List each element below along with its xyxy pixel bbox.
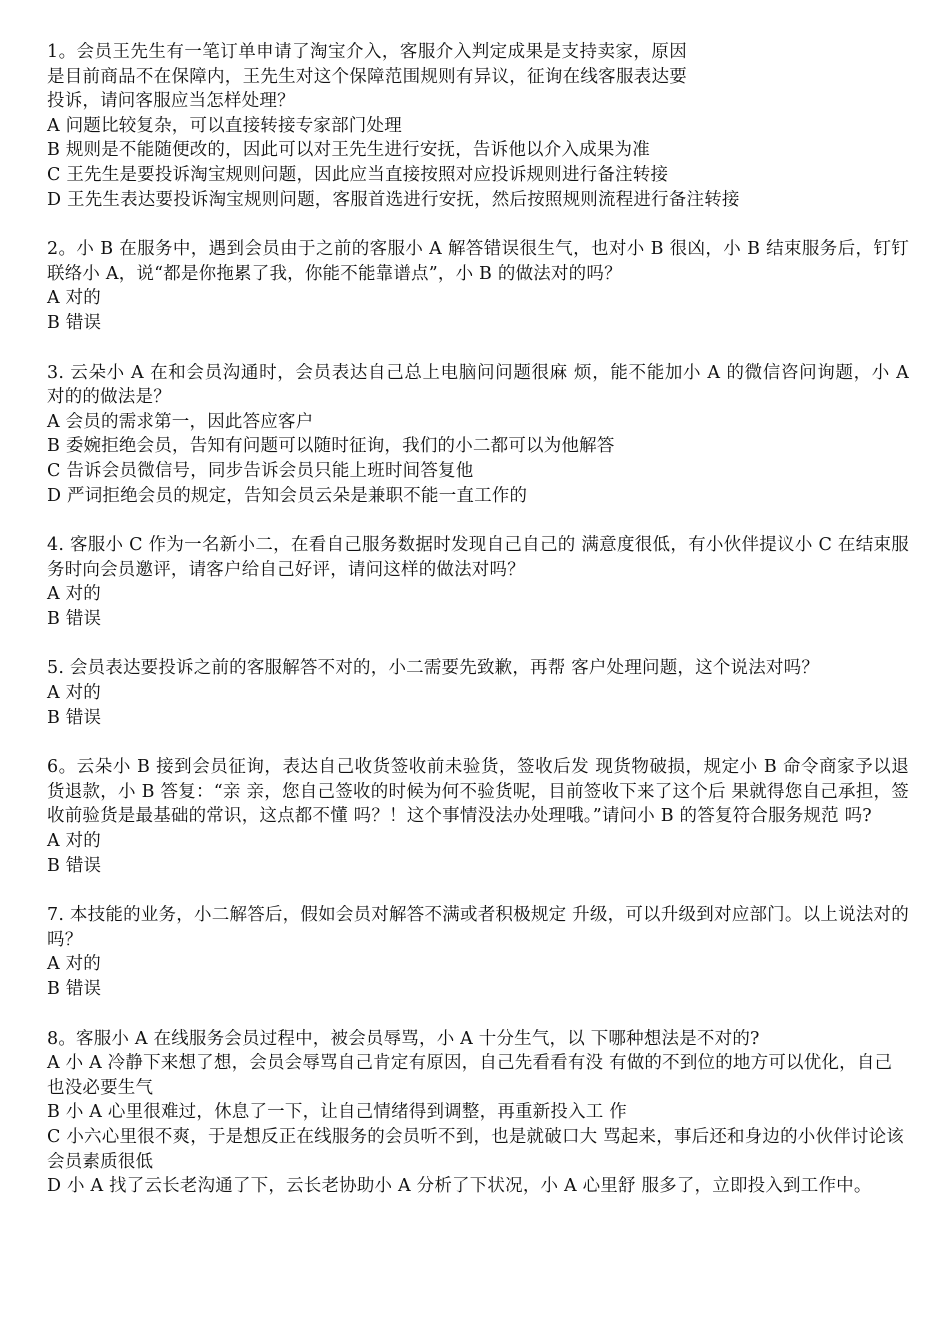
option-b: B 错误 [47, 707, 102, 728]
option-a: A 问题比较复杂，可以直接转接专家部门处理 [47, 115, 402, 136]
question-4 [47, 533, 909, 631]
question-7 [47, 903, 909, 1001]
option-c: C 王先生是要投诉淘宝规则问题，因此应当直接按照对应投诉规则进行备注转接 [47, 164, 669, 185]
question-6 [47, 755, 909, 878]
option-a: A 对的 [47, 683, 102, 704]
option-a: A 小 A 冷静下来想了想，会员会辱骂自己肯定有原因，自己先看看有没 有做的不到位的地方可以优化，自己也没必要生气 [47, 1053, 893, 1098]
option-b: B 小 A 心里很难过，休息了一下，让自己情绪得到调整，再重新投入工 作 [47, 1102, 627, 1123]
option-b: B 错误 [47, 855, 102, 876]
question-stem: 3. 云朵小 A 在和会员沟通时，会员表达自己总上电脑问问题很麻 烦，能不能加小 A 的微信咨问询题，小 A 对的的做法是？ [47, 362, 909, 408]
question-1 [47, 40, 909, 212]
option-b: B 错误 [47, 979, 102, 999]
question-2 [47, 237, 909, 335]
option-c: C 小六心里很不爽，于是想反正在线服务的会员听不到，也是就破口大 骂起来，事后还和身边的小伙伴讨论该会员素质很低 [47, 1126, 905, 1172]
question-stem: 7. 本技能的业务，小二解答后，假如会员对解答不满或者积极规定 升级，可以升级到对应部门。以上说法对的吗？ [47, 905, 909, 950]
option-b: B 错误 [47, 312, 102, 333]
option-c: C 告诉会员微信号，同步告诉会员只能上班时间答复他 [47, 460, 474, 481]
question-stem: 4. 客服小 C 作为一名新小二，在看自己服务数据时发现自己自己的 满意度很低，有小伙伴提议小 C 在结束服务时向会员邀评，请客户给自己好评，请问这样的做法对吗？ [47, 535, 909, 580]
option-d: D 严词拒绝会员的规定，告知会员云朵是兼职不能一直工作的 [47, 485, 528, 506]
question-5 [47, 656, 909, 730]
option-a: A 对的 [47, 831, 102, 852]
question-stem: 8。客服小 A 在线服务会员过程中，被会员辱骂，小 A 十分生气，以 下哪种想法是不对的? [47, 1028, 760, 1049]
question-3 [47, 361, 909, 509]
option-b: B 错误 [47, 608, 102, 629]
option-d: D 小 A 找了云长老沟通了下，云长老协助小 A 分析了下状况，小 A 心里舒 服多了，立即投入到工作中。 [47, 1176, 872, 1197]
option-b: B 规则是不能随便改的，因此可以对王先生进行安抚，告诉他以介入成果为准 [47, 140, 650, 161]
question-stem: 2。小 B 在服务中，遇到会员由于之前的客服小 A 解答错误很生气，也对小 B 很凶，小 B 结束服务后，钉钉联络小 A，说“都是你拖累了我，你能不能靠谱点”，小 B 的做法对的吗？ [47, 239, 909, 284]
option-a: A 会员的需求第一，因此答应客户 [47, 411, 314, 432]
option-a: A 对的 [47, 584, 102, 605]
option-d: D 王先生表达要投诉淘宝规则问题，客服首选进行安抚，然后按照规则流程进行备注转接 [47, 189, 740, 210]
question-stem: 6。云朵小 B 接到会员征询，表达自己收货签收前未验货，签收后发 现货物破损，规定小 B 命令商家予以退货退款，小 B 答复：“亲 亲，您自己签收的时候为何不验货呢，目前签收下来了这个后 果就得您自己承担，签收前验货是最基础的常识，这点都不懂 吗？！这个事情没法办处理哦。”请问小 B 的答复符合服务规范 吗? [47, 757, 909, 827]
question-stem: 5. 会员表达要投诉之前的客服解答不对的，小二需要先致歉，再帮 客户处理问题，这个说法对吗？ [47, 658, 820, 679]
question-stem: 1。会员王先生有一笔订单申请了淘宝介入，客服介入判定成果是支持卖家，原因是目前商品不在保障内，王先生对这个保障范围规则有异议，征询在线客服表达要投诉，请问客服应当怎样处理？ [47, 42, 687, 112]
option-a: A 对的 [47, 288, 102, 309]
question-8 [47, 1027, 909, 1199]
quiz-document [47, 40, 909, 1199]
option-a: A 对的 [47, 954, 102, 975]
option-b: B 委婉拒绝会员，告知有问题可以随时征询，我们的小二都可以为他解答 [47, 436, 615, 457]
